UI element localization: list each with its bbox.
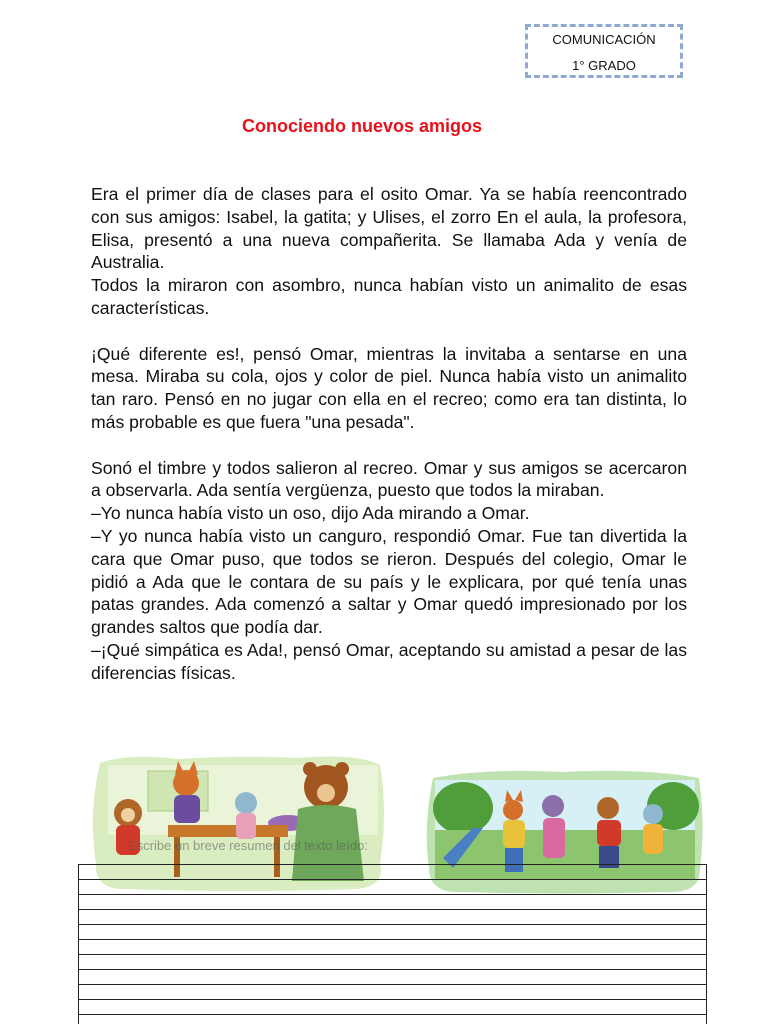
story-paragraph: Sonó el timbre y todos salieron al recreo. Omar y sus amigos se acercaron a observarla. Ada sentía vergüenza, puesto que todos la miraban.: [91, 457, 687, 501]
writing-lines[interactable]: [78, 864, 707, 1024]
writing-line[interactable]: [79, 1015, 706, 1024]
subject-label: COMUNICACIÓN: [552, 32, 656, 47]
dialogue-line: –¡Qué simpática es Ada!, pensó Omar, aceptando su amistad a pesar de las diferencias físicas.: [91, 639, 687, 683]
grade-label: 1° GRADO: [572, 58, 636, 73]
dialogue-line: –Yo nunca había visto un oso, dijo Ada mirando a Omar.: [91, 503, 530, 524]
story-text: [91, 183, 687, 731]
writing-line[interactable]: [79, 940, 706, 955]
writing-line[interactable]: [79, 895, 706, 910]
writing-line[interactable]: [79, 1000, 706, 1015]
writing-line[interactable]: [79, 910, 706, 925]
writing-line[interactable]: [79, 985, 706, 1000]
writing-line[interactable]: [79, 955, 706, 970]
dialogue-line: –Y yo nunca había visto un canguro, respondió Omar. Fue tan divertida la cara que Omar puso, que todos se rieron. Después del colegio, Omar le pidió a Ada que le contara de su país y le explicara, por qué tenía unas patas grandes. Ada comenzó a saltar y Omar quedó impresionado por los grandes saltos que podía dar.: [91, 525, 687, 638]
story-paragraph: ¡Qué diferente es!, pensó Omar, mientras la invitaba a sentarse en una mesa. Miraba su cola, ojos y color de piel. Nunca había visto un animalito tan raro. Pensó en no jugar con ella en el recreo; como era tan distinta, lo más probable es que fuera "una pesada".: [91, 343, 687, 432]
writing-line[interactable]: [79, 925, 706, 940]
writing-line[interactable]: [79, 970, 706, 985]
story-title: Conociendo nuevos amigos: [241, 116, 483, 136]
writing-line[interactable]: [79, 880, 706, 895]
summary-prompt: Escribe un breve resumen del texto leído:: [128, 838, 368, 853]
subject-badge: [525, 24, 683, 78]
story-paragraph: Todos la miraron con asombro, nunca habían visto un animalito de esas características.: [91, 275, 687, 318]
story-paragraph: Era el primer día de clases para el osito Omar. Ya se había reencontrado con sus amigos: Isabel, la gatita; y Ulises, el zorro En el aula, la profesora, Elisa, presentó a una nueva compañerita. Se llamaba Ada y venía de Australia.: [91, 184, 687, 273]
writing-line[interactable]: [79, 865, 706, 880]
